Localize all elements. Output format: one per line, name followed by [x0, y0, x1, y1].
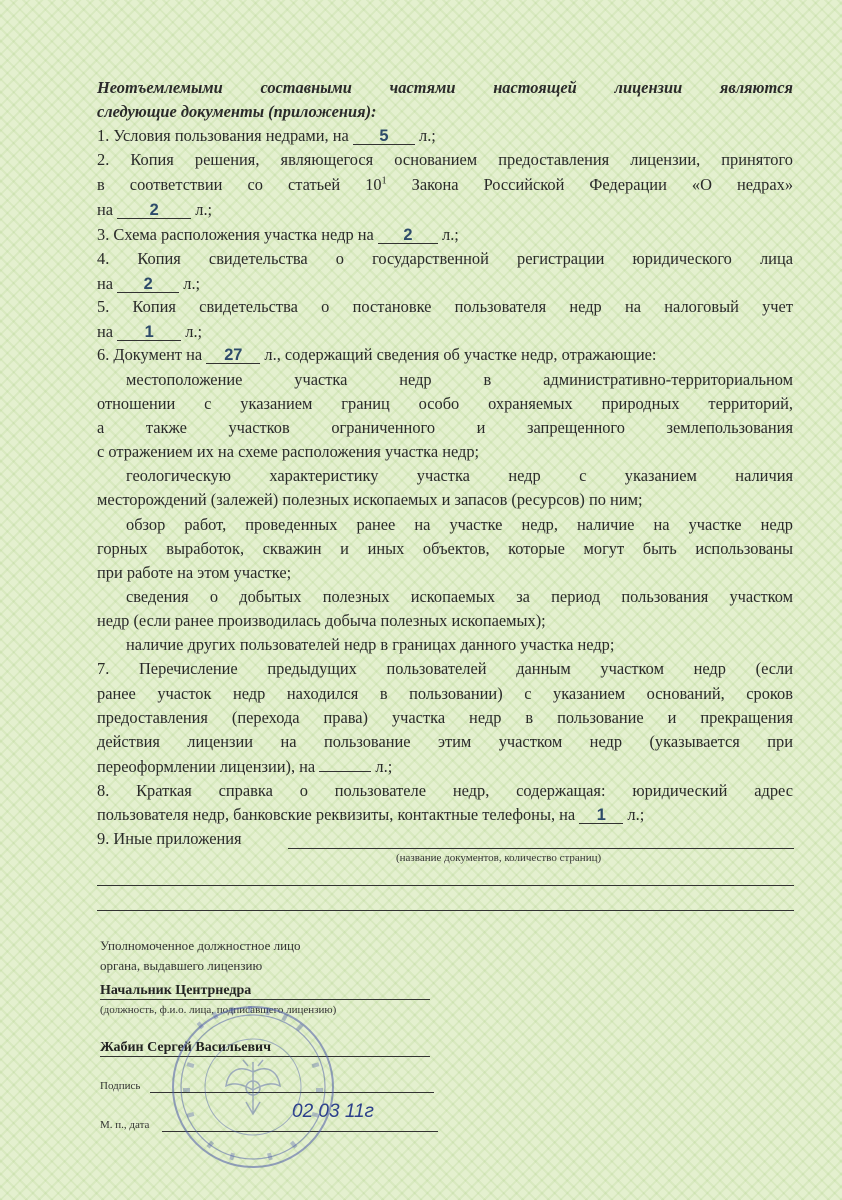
- official-line-2: органа, выдавшего лицензию: [100, 958, 263, 973]
- item-9-fill-line-2: [97, 885, 794, 886]
- item-2-line-2: в соответствии со статьей $10^1$ Закона Российской Федерации «О недрах»: [97, 175, 794, 194]
- item-6-p1-line: с отражением их на схеме расположения участка недр;: [97, 442, 480, 461]
- item-6-p3-line: обзор работ, проведенных ранее на участке недр, наличие на участке недр: [126, 515, 793, 534]
- item-3-pages: 2: [378, 227, 438, 244]
- handwritten-date: 02 03 11г: [292, 1101, 374, 1122]
- item-7-pages: [319, 771, 371, 772]
- item-7-line: ранее участок недр находился в пользовании) с указанием оснований, сроков: [97, 684, 793, 703]
- item-6-p5-line: наличие других пользователей недр в границах данного участка недр;: [126, 635, 615, 654]
- official-name: Жабин Сергей Васильевич: [100, 1040, 271, 1055]
- item-4-pages: 2: [117, 276, 179, 293]
- item-6-p3-line: при работе на этом участке;: [97, 563, 292, 582]
- official-line-1: Уполномоченное должностное лицо: [100, 938, 301, 953]
- item-3: 3. Схема расположения участка недр на 2 л.;: [97, 225, 459, 244]
- stamp-date-label: М. п., дата: [100, 1119, 150, 1131]
- item-2-pages: 2: [117, 202, 191, 219]
- item-2-line-3: на 2 л.;: [97, 200, 213, 219]
- item-4-line-2: на 2 л.;: [97, 274, 201, 293]
- item-5-line-1: 5. Копия свидетельства о постановке пользователя недр на налоговый учет: [97, 297, 793, 316]
- item-6-p2-line: месторождений (залежей) полезных ископаемых и запасов (ресурсов) по ним;: [97, 490, 643, 509]
- item-6-p1-line: отношении с указанием границ особо охраняемых природных территорий,: [97, 394, 793, 413]
- official-position: Начальник Центрнедра: [100, 983, 252, 998]
- official-seal: [168, 1002, 338, 1172]
- position-line: [100, 999, 430, 1000]
- item-1-pages: 5: [353, 128, 415, 145]
- item-7-line: 7. Перечисление предыдущих пользователей данным участком недр (если: [97, 659, 793, 678]
- item-9-fill-line-3: [97, 910, 794, 911]
- item-6-p1-line: местоположение участка недр в административно-территориальном: [126, 370, 793, 389]
- item-8-line-2: пользователя недр, банковские реквизиты, контактные телефоны, на 1 л.;: [97, 805, 645, 824]
- item-6-p2-line: геологическую характеристику участка недр с указанием наличия: [126, 466, 793, 485]
- position-caption: (должность, ф.и.о. лица, подписавшего лицензию): [100, 1004, 337, 1016]
- item-4-line-1: 4. Копия свидетельства о государственной регистрации юридического лица: [97, 249, 793, 268]
- item-7-last-line: переоформлении лицензии), на л.;: [97, 757, 393, 776]
- item-8-line-1: 8. Краткая справка о пользователе недр, содержащая: юридический адрес: [97, 781, 793, 800]
- item-6-p1-line: а также участков ограниченного и запрещенного землепользования: [97, 418, 793, 437]
- item-6-p4-line: сведения о добытых полезных ископаемых за период пользования участком: [126, 587, 793, 606]
- heading-line-2: следующие документы (приложения):: [97, 102, 377, 121]
- item-9-label: 9. Иные приложения: [97, 829, 242, 848]
- item-7-line: предоставления (перехода права) участка недр в пользование и прекращения: [97, 708, 793, 727]
- item-7-line: действия лицензии на пользование этим участком недр (указывается при: [97, 732, 793, 751]
- item-1: 1. Условия пользования недрами, на 5 л.;: [97, 126, 436, 145]
- heading-line-1: Неотъемлемыми составными частями настоящей лицензии являются: [97, 78, 793, 97]
- item-6-p3-line: горных выработок, скважин и иных объектов, которые могут быть использованы: [97, 539, 793, 558]
- item-2-line-1: 2. Копия решения, являющегося основанием предоставления лицензии, принятого: [97, 150, 793, 169]
- item-6-p4-line: недр (если ранее производилась добыча полезных ископаемых);: [97, 611, 546, 630]
- eagle-emblem-icon: [226, 1060, 280, 1114]
- item-6-pages: 27: [206, 347, 260, 364]
- item-6-line-1: 6. Документ на 27 л., содержащий сведения об участке недр, отражающие:: [97, 345, 657, 364]
- item-5-line-2: на 1 л.;: [97, 322, 203, 341]
- item-9-fill-line: [288, 848, 794, 849]
- item-5-pages: 1: [117, 324, 181, 341]
- sign-label: Подпись: [100, 1080, 141, 1092]
- item-9-caption: (название документов, количество страниц): [396, 852, 602, 864]
- item-8-pages: 1: [579, 807, 623, 824]
